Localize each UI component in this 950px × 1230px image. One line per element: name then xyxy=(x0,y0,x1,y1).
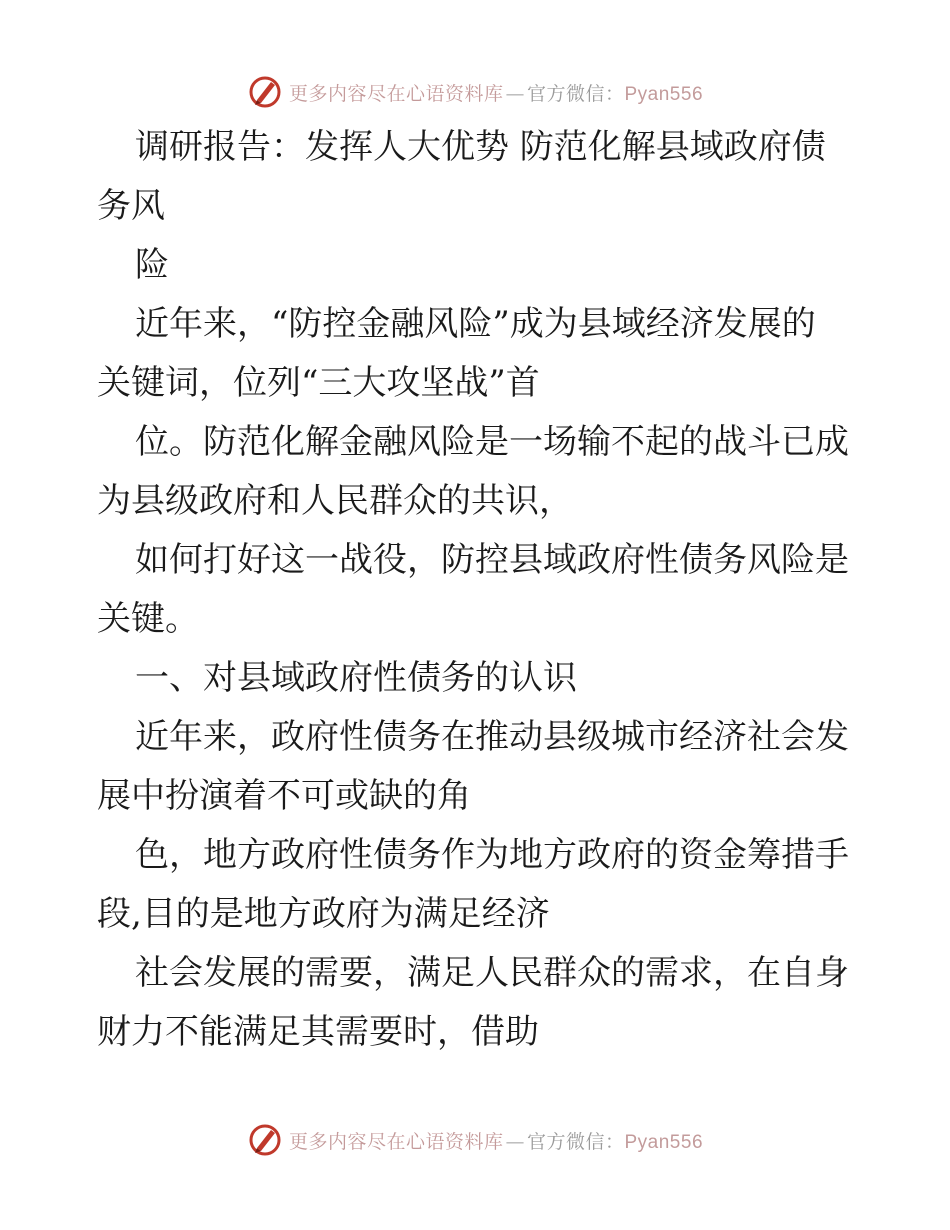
pen-circle-logo-icon xyxy=(247,1122,283,1158)
paragraph-line: 关键。 xyxy=(97,599,199,639)
paragraph-line: 调研报告：发挥人大优势 防范化解县域政府债 xyxy=(135,127,826,167)
paragraph-line: 社会发展的需要，满足人民群众的需求，在自身 xyxy=(135,953,849,993)
paragraph-line: 务风 xyxy=(97,186,165,226)
paragraph-line: 近年来，政府性债务在推动县级城市经济社会发 xyxy=(135,717,849,757)
banner-text xyxy=(289,1127,703,1154)
paragraph-line: 展中扮演着不可或缺的角 xyxy=(97,776,471,816)
document-body xyxy=(97,118,857,1062)
paragraph-line: 如何打好这一战役，防控县域政府性债务风险是 xyxy=(135,540,849,580)
banner-dash: — xyxy=(505,82,525,105)
paragraph-line: 段,目的是地方政府为满足经济 xyxy=(97,894,550,934)
banner-dash: — xyxy=(505,1130,525,1153)
paragraph-line: 关键词，位列“三大攻坚战”首 xyxy=(97,363,540,403)
paragraph-line: 财力不能满足其需要时，借助 xyxy=(97,1012,539,1052)
header-banner xyxy=(0,70,950,114)
paragraph-line: 险 xyxy=(135,245,169,285)
banner-label: 官方微信： xyxy=(526,82,625,105)
paragraph-line: 一、对县域政府性债务的认识 xyxy=(135,658,577,698)
paragraph-line: 位。防范化解金融风险是一场输不起的战斗已成 xyxy=(135,422,849,462)
banner-label: 官方微信： xyxy=(526,1130,625,1153)
footer-banner xyxy=(0,1118,950,1162)
banner-wechat-id: Pyan556 xyxy=(624,83,704,105)
banner-site: 更多内容尽在心语资料库 xyxy=(288,1130,504,1153)
paragraph-line: 色，地方政府性债务作为地方政府的资金筹措手 xyxy=(135,835,849,875)
pen-circle-logo-icon xyxy=(247,74,283,110)
banner-wechat-id: Pyan556 xyxy=(624,1131,704,1153)
banner-site: 更多内容尽在心语资料库 xyxy=(288,82,504,105)
banner-text xyxy=(289,79,703,106)
paragraph-line: 为县级政府和人民群众的共识， xyxy=(97,481,573,521)
paragraph-line: 近年来，“防控金融风险”成为县域经济发展的 xyxy=(135,304,816,344)
